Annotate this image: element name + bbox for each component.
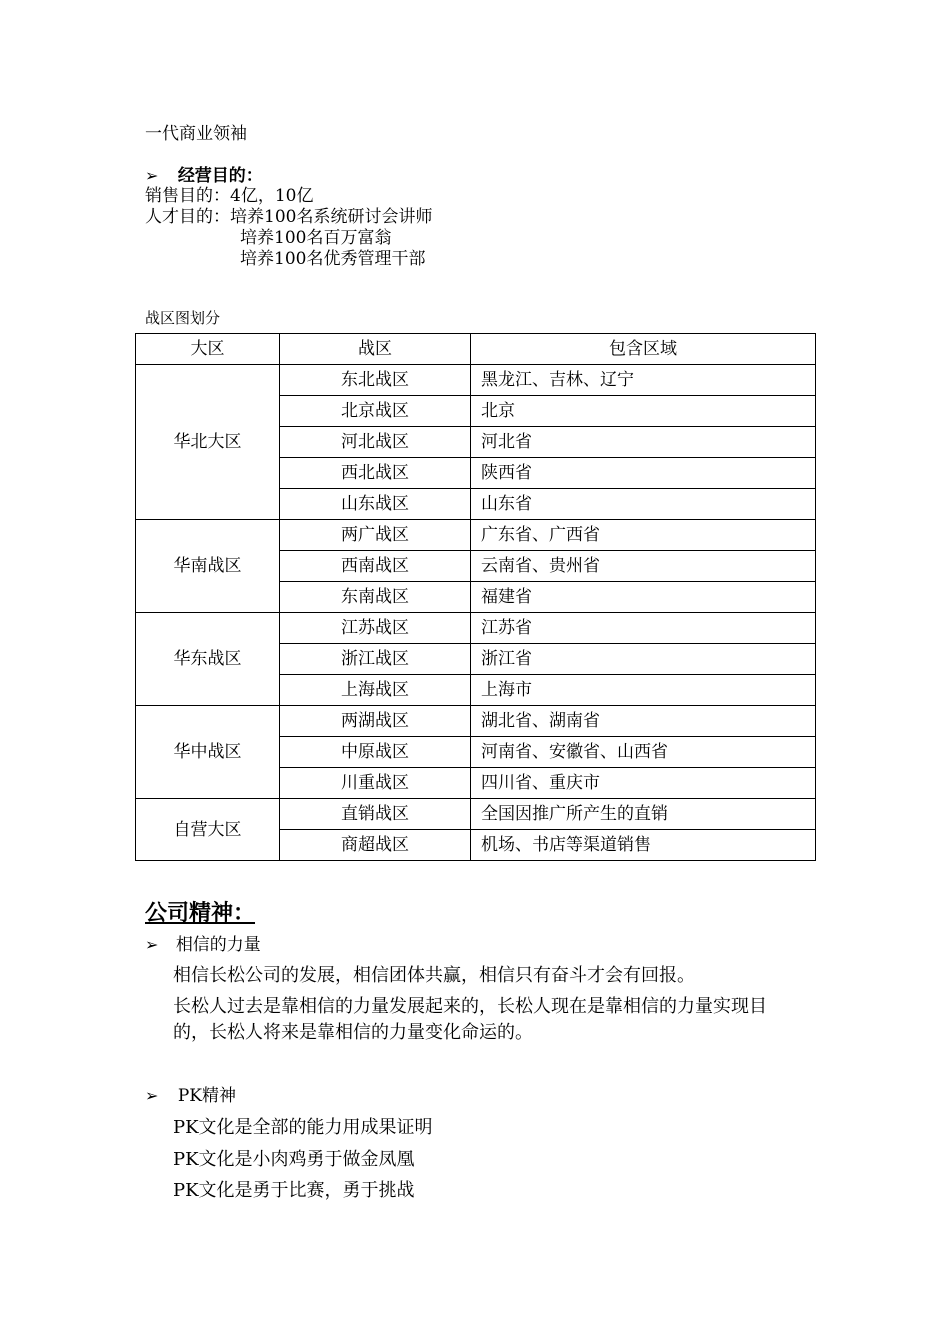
header-region: 大区 (136, 334, 280, 365)
zone-cell: 直销战区 (280, 799, 471, 830)
table-row (136, 365, 816, 396)
area-cell: 四川省、重庆市 (471, 768, 816, 799)
table-row (136, 799, 816, 830)
zone-cell: 西南战区 (280, 551, 471, 582)
area-cell: 北京 (471, 396, 816, 427)
spirit-section-1-line-1: 相信长松公司的发展，相信团体共赢，相信只有奋斗才会有回报。 (173, 965, 695, 986)
zone-cell: 东南战区 (280, 582, 471, 613)
spirit-heading: 公司精神： (145, 901, 256, 926)
area-cell: 河南省、安徽省、山西省 (471, 737, 816, 768)
area-cell: 山东省 (471, 489, 816, 520)
arrow-bullet-icon: ➢ (145, 935, 159, 954)
intro-line: 一代商业领袖 (145, 124, 247, 144)
spirit-section-1-line-3: 的，长松人将来是靠相信的力量变化命运的。 (173, 1022, 533, 1043)
spirit-section-2-line-2: PK文化是小肉鸡勇于做金凤凰 (173, 1149, 415, 1170)
area-cell: 福建省 (471, 582, 816, 613)
table-header-row (136, 334, 816, 365)
talent-purpose-2: 培养100名百万富翁 (240, 228, 392, 248)
region-cell: 华中战区 (136, 706, 280, 799)
zone-cell: 北京战区 (280, 396, 471, 427)
area-cell: 黑龙江、吉林、辽宁 (471, 365, 816, 396)
region-cell: 华北大区 (136, 365, 280, 520)
area-cell: 陕西省 (471, 458, 816, 489)
zone-cell: 西北战区 (280, 458, 471, 489)
header-zone: 战区 (280, 334, 471, 365)
talent-purpose: 人才目的：培养100名系统研讨会讲师 (145, 207, 433, 227)
area-cell: 全国因推广所产生的直销 (471, 799, 816, 830)
region-cell: 华南战区 (136, 520, 280, 613)
table-row (136, 706, 816, 737)
zone-cell: 商超战区 (280, 830, 471, 861)
area-cell: 机场、书店等渠道销售 (471, 830, 816, 861)
table-row (136, 520, 816, 551)
area-cell: 湖北省、湖南省 (471, 706, 816, 737)
area-cell: 江苏省 (471, 613, 816, 644)
zone-cell: 上海战区 (280, 675, 471, 706)
area-cell: 浙江省 (471, 644, 816, 675)
zone-cell: 山东战区 (280, 489, 471, 520)
zone-cell: 东北战区 (280, 365, 471, 396)
spirit-section-2-title (145, 1085, 236, 1107)
zone-cell: 浙江战区 (280, 644, 471, 675)
sales-purpose: 销售目的：4亿，10亿 (145, 186, 314, 206)
zone-cell: 河北战区 (280, 427, 471, 458)
region-cell: 自营大区 (136, 799, 280, 861)
spirit-section-1-line-2: 长松人过去是靠相信的力量发展起来的，长松人现在是靠相信的力量实现目 (173, 996, 767, 1017)
area-cell: 河北省 (471, 427, 816, 458)
zone-cell: 两湖战区 (280, 706, 471, 737)
purpose-heading (145, 165, 263, 187)
zone-cell: 川重战区 (280, 768, 471, 799)
zone-cell: 中原战区 (280, 737, 471, 768)
section-1-label: 相信的力量 (175, 935, 261, 955)
arrow-bullet-icon: ➢ (145, 166, 159, 185)
arrow-bullet-icon: ➢ (145, 1086, 159, 1105)
zone-table (135, 333, 816, 861)
zone-cell: 两广战区 (280, 520, 471, 551)
table-caption: 战区图划分 (145, 309, 221, 327)
purpose-title: 经营目的： (177, 166, 263, 186)
spirit-section-2-line-3: PK文化是勇于比赛，勇于挑战 (173, 1180, 415, 1201)
area-cell: 广东省、广西省 (471, 520, 816, 551)
talent-purpose-3: 培养100名优秀管理干部 (240, 249, 426, 269)
table-row (136, 613, 816, 644)
area-cell: 云南省、贵州省 (471, 551, 816, 582)
spirit-section-2-line-1: PK文化是全部的能力用成果证明 (173, 1117, 433, 1138)
header-area: 包含区域 (471, 334, 816, 365)
zone-cell: 江苏战区 (280, 613, 471, 644)
spirit-section-1-title (145, 934, 261, 956)
section-2-label: PK精神 (177, 1086, 236, 1106)
region-cell: 华东战区 (136, 613, 280, 706)
area-cell: 上海市 (471, 675, 816, 706)
